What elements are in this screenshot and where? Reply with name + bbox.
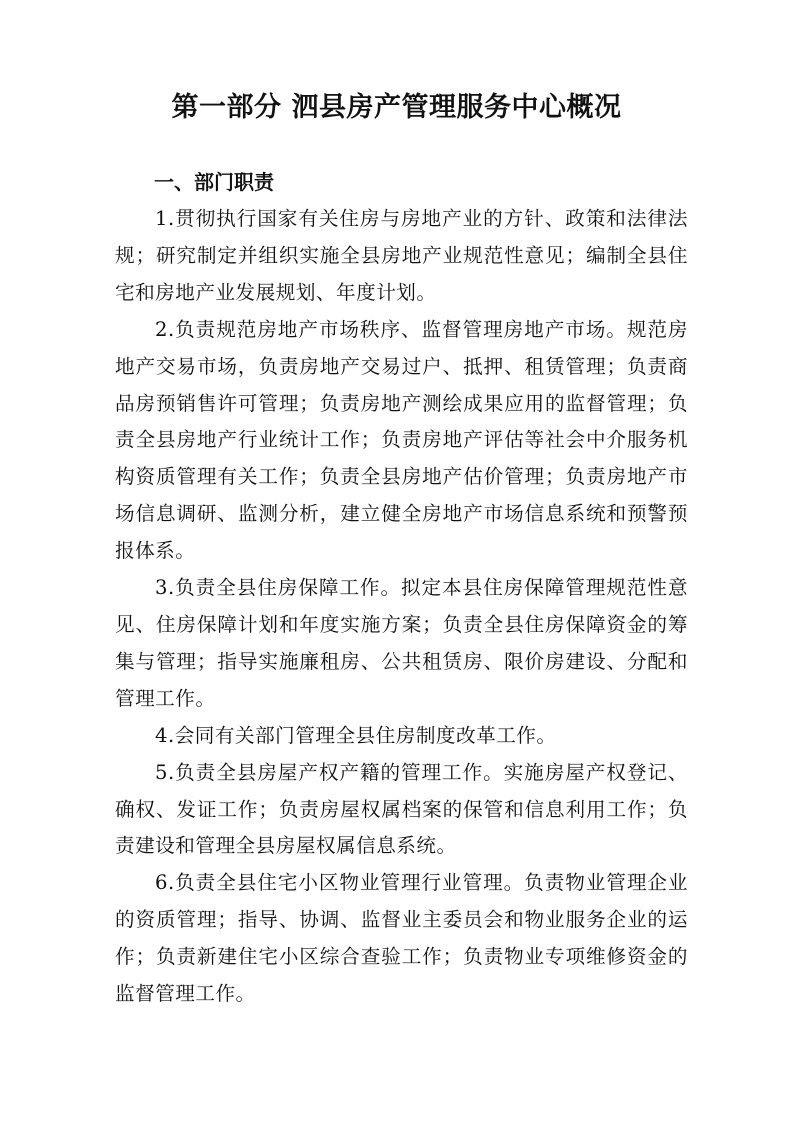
paragraph-5: 5.负责全县房屋产权产籍的管理工作。实施房屋产权登记、确权、发证工作；负责房屋权属档案的保管和信息利用工作；负责建设和管理全县房屋权属信息系统。 <box>115 760 688 858</box>
section-heading: 一、部门职责 <box>154 170 274 194</box>
paragraph-4: 4.会同有关部门管理全县住房制度改革工作。 <box>155 723 557 747</box>
paragraph-6: 6.负责全县住宅小区物业管理行业管理。负责物业管理企业的资质管理；指导、协调、监督业主委员会和物业服务企业的运作；负责新建住宅小区综合查验工作；负责物业专项维修资金的监督管理工作。 <box>115 871 688 1006</box>
paragraph-3: 3.负责全县住房保障工作。拟定本县住房保障管理规范性意见、住房保障计划和年度实施方案；负责全县住房保障资金的筹集与管理；指导实施廉租房、公共租赁房、限价房建设、分配和管理工作。 <box>115 576 688 710</box>
paragraph-1: 1.贯彻执行国家有关住房与房地产业的方针、政策和法律法规；研究制定并组织实施全县房地产业规范性意见；编制全县住宅和房地产业发展规划、年度计划。 <box>115 207 688 304</box>
paragraph-2: 2.负责规范房地产市场秩序、监督管理房地产市场。规范房地产交易市场，负责房地产交易过户、抵押、租赁管理；负责商品房预销售许可管理；负责房地产测绘成果应用的监督管理；负责全县房地产行业统计工作；负责房地产评估等社会中介服务机构资质管理有关工作；负责全县房地产估价管理；负责房地产市场信息调研、监测分析，建立健全房地产市场信息系统和预警预报体系。 <box>115 317 688 563</box>
page-title: 第一部分 泗县房产管理服务中心概况 <box>171 92 622 123</box>
body-text <box>115 201 688 1013</box>
